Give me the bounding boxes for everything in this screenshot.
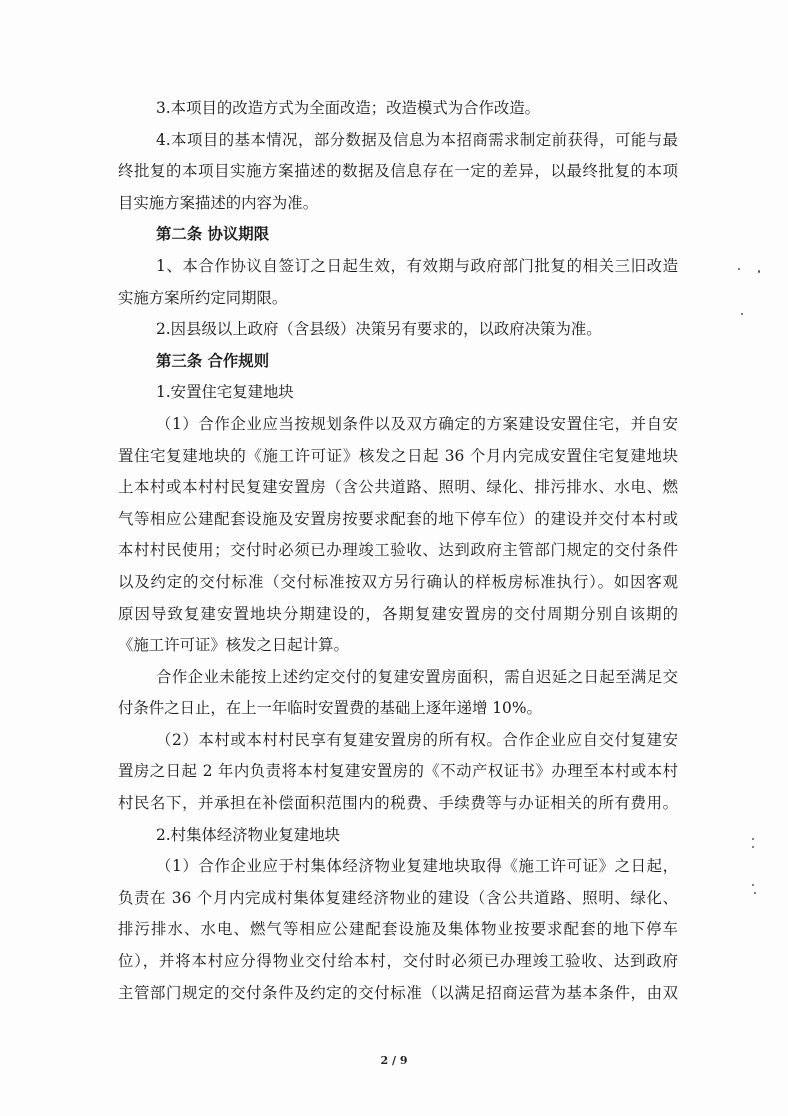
body-text-line: 付条件之日止，在上一年临时安置费的基础上逐年递增 10%。 xyxy=(118,699,542,718)
scan-speck xyxy=(738,268,740,270)
body-text-line: 本村村民使用；交付时必须已办理竣工验收、达到政府主管部门规定的交付条件 xyxy=(118,541,678,560)
body-text-line: 目实施方案描述的内容为准。 xyxy=(118,193,319,212)
section-heading: 第二条 协议期限 xyxy=(156,225,270,244)
body-text-line: 气等相应公建配套设施及安置房按要求配套的地下停车位）的建设并交付本村或 xyxy=(118,509,678,528)
body-text-line: 置住宅复建地块的《施工许可证》核发之日起 36 个月内完成安置住宅复建地块 xyxy=(118,446,678,465)
body-text-line: 1.安置住宅复建地块 xyxy=(156,383,294,402)
body-text-line: 原因导致复建安置地块分期建设的，各期复建安置房的交付周期分别自该期的 xyxy=(118,604,678,623)
body-text-line: （1）合作企业应于村集体经济物业复建地块取得《施工许可证》之日起， xyxy=(156,857,678,876)
body-text-line: 2.因县级以上政府（含县级）决策另有要求的，以政府决策为准。 xyxy=(156,320,602,339)
body-text-line: 4.本项目的基本情况，部分数据及信息为本招商需求制定前获得，可能与最 xyxy=(156,130,678,149)
body-text-line: （1）合作企业应当按规划条件以及双方确定的方案建设安置住宅，并自安 xyxy=(156,414,678,433)
body-text-line: 负责在 36 个月内完成村集体复建经济物业的建设（含公共道路、照明、绿化、 xyxy=(118,888,678,907)
body-text-line: 3.本项目的改造方式为全面改造；改造模式为合作改造。 xyxy=(156,99,541,117)
document-body xyxy=(118,93,678,1009)
scan-speck xyxy=(754,892,756,894)
scan-speck xyxy=(758,270,760,273)
scan-speck xyxy=(741,313,743,315)
body-text-line: 位），并将本村应分得物业交付给本村，交付时必须已办理竣工验收、达到政府 xyxy=(118,952,678,971)
body-text-line: 1、本合作协议自签订之日起生效，有效期与政府部门批复的相关三旧改造 xyxy=(156,256,678,275)
body-text-line: 实施方案所约定同期限。 xyxy=(118,288,288,307)
scan-speck xyxy=(752,884,754,886)
body-text-line: 主管部门规定的交付条件及约定的交付标准（以满足招商运营为基本条件，由双 xyxy=(118,983,678,1002)
page-number: 2 / 9 xyxy=(380,1054,408,1067)
body-text-line: 上本村或本村村民复建安置房（含公共道路、照明、绿化、排污排水、水电、燃 xyxy=(118,478,678,497)
scan-speck xyxy=(752,838,754,840)
body-text-line: 2.村集体经济物业复建地块 xyxy=(156,825,340,844)
body-text-line: 排污排水、水电、燃气等相应公建配套设施及集体物业按要求配套的地下停车 xyxy=(118,920,678,939)
body-text-line: 以及约定的交付标准（交付标准按双方另行确认的样板房标准执行）。如因客观 xyxy=(118,572,678,591)
body-text-line: 《施工许可证》核发之日起计算。 xyxy=(118,636,349,655)
section-heading: 第三条 合作规则 xyxy=(156,351,270,370)
body-text-line: 合作企业未能按上述约定交付的复建安置房面积，需自迟延之日起至满足交 xyxy=(156,667,678,686)
body-text-line: （2）本村或本村村民享有复建安置房的所有权。合作企业应自交付复建安 xyxy=(156,730,678,749)
body-text-line: 终批复的本项目实施方案描述的数据及信息存在一定的差异，以最终批复的本项 xyxy=(118,162,678,181)
body-text-line: 置房之日起 2 年内负责将本村复建安置房的《不动产权证书》办理至本村或本村 xyxy=(118,762,678,781)
scan-speck xyxy=(752,846,754,848)
body-text-line: 村民名下，并承担在补偿面积范围内的税费、手续费等与办证相关的所有费用。 xyxy=(118,794,678,813)
